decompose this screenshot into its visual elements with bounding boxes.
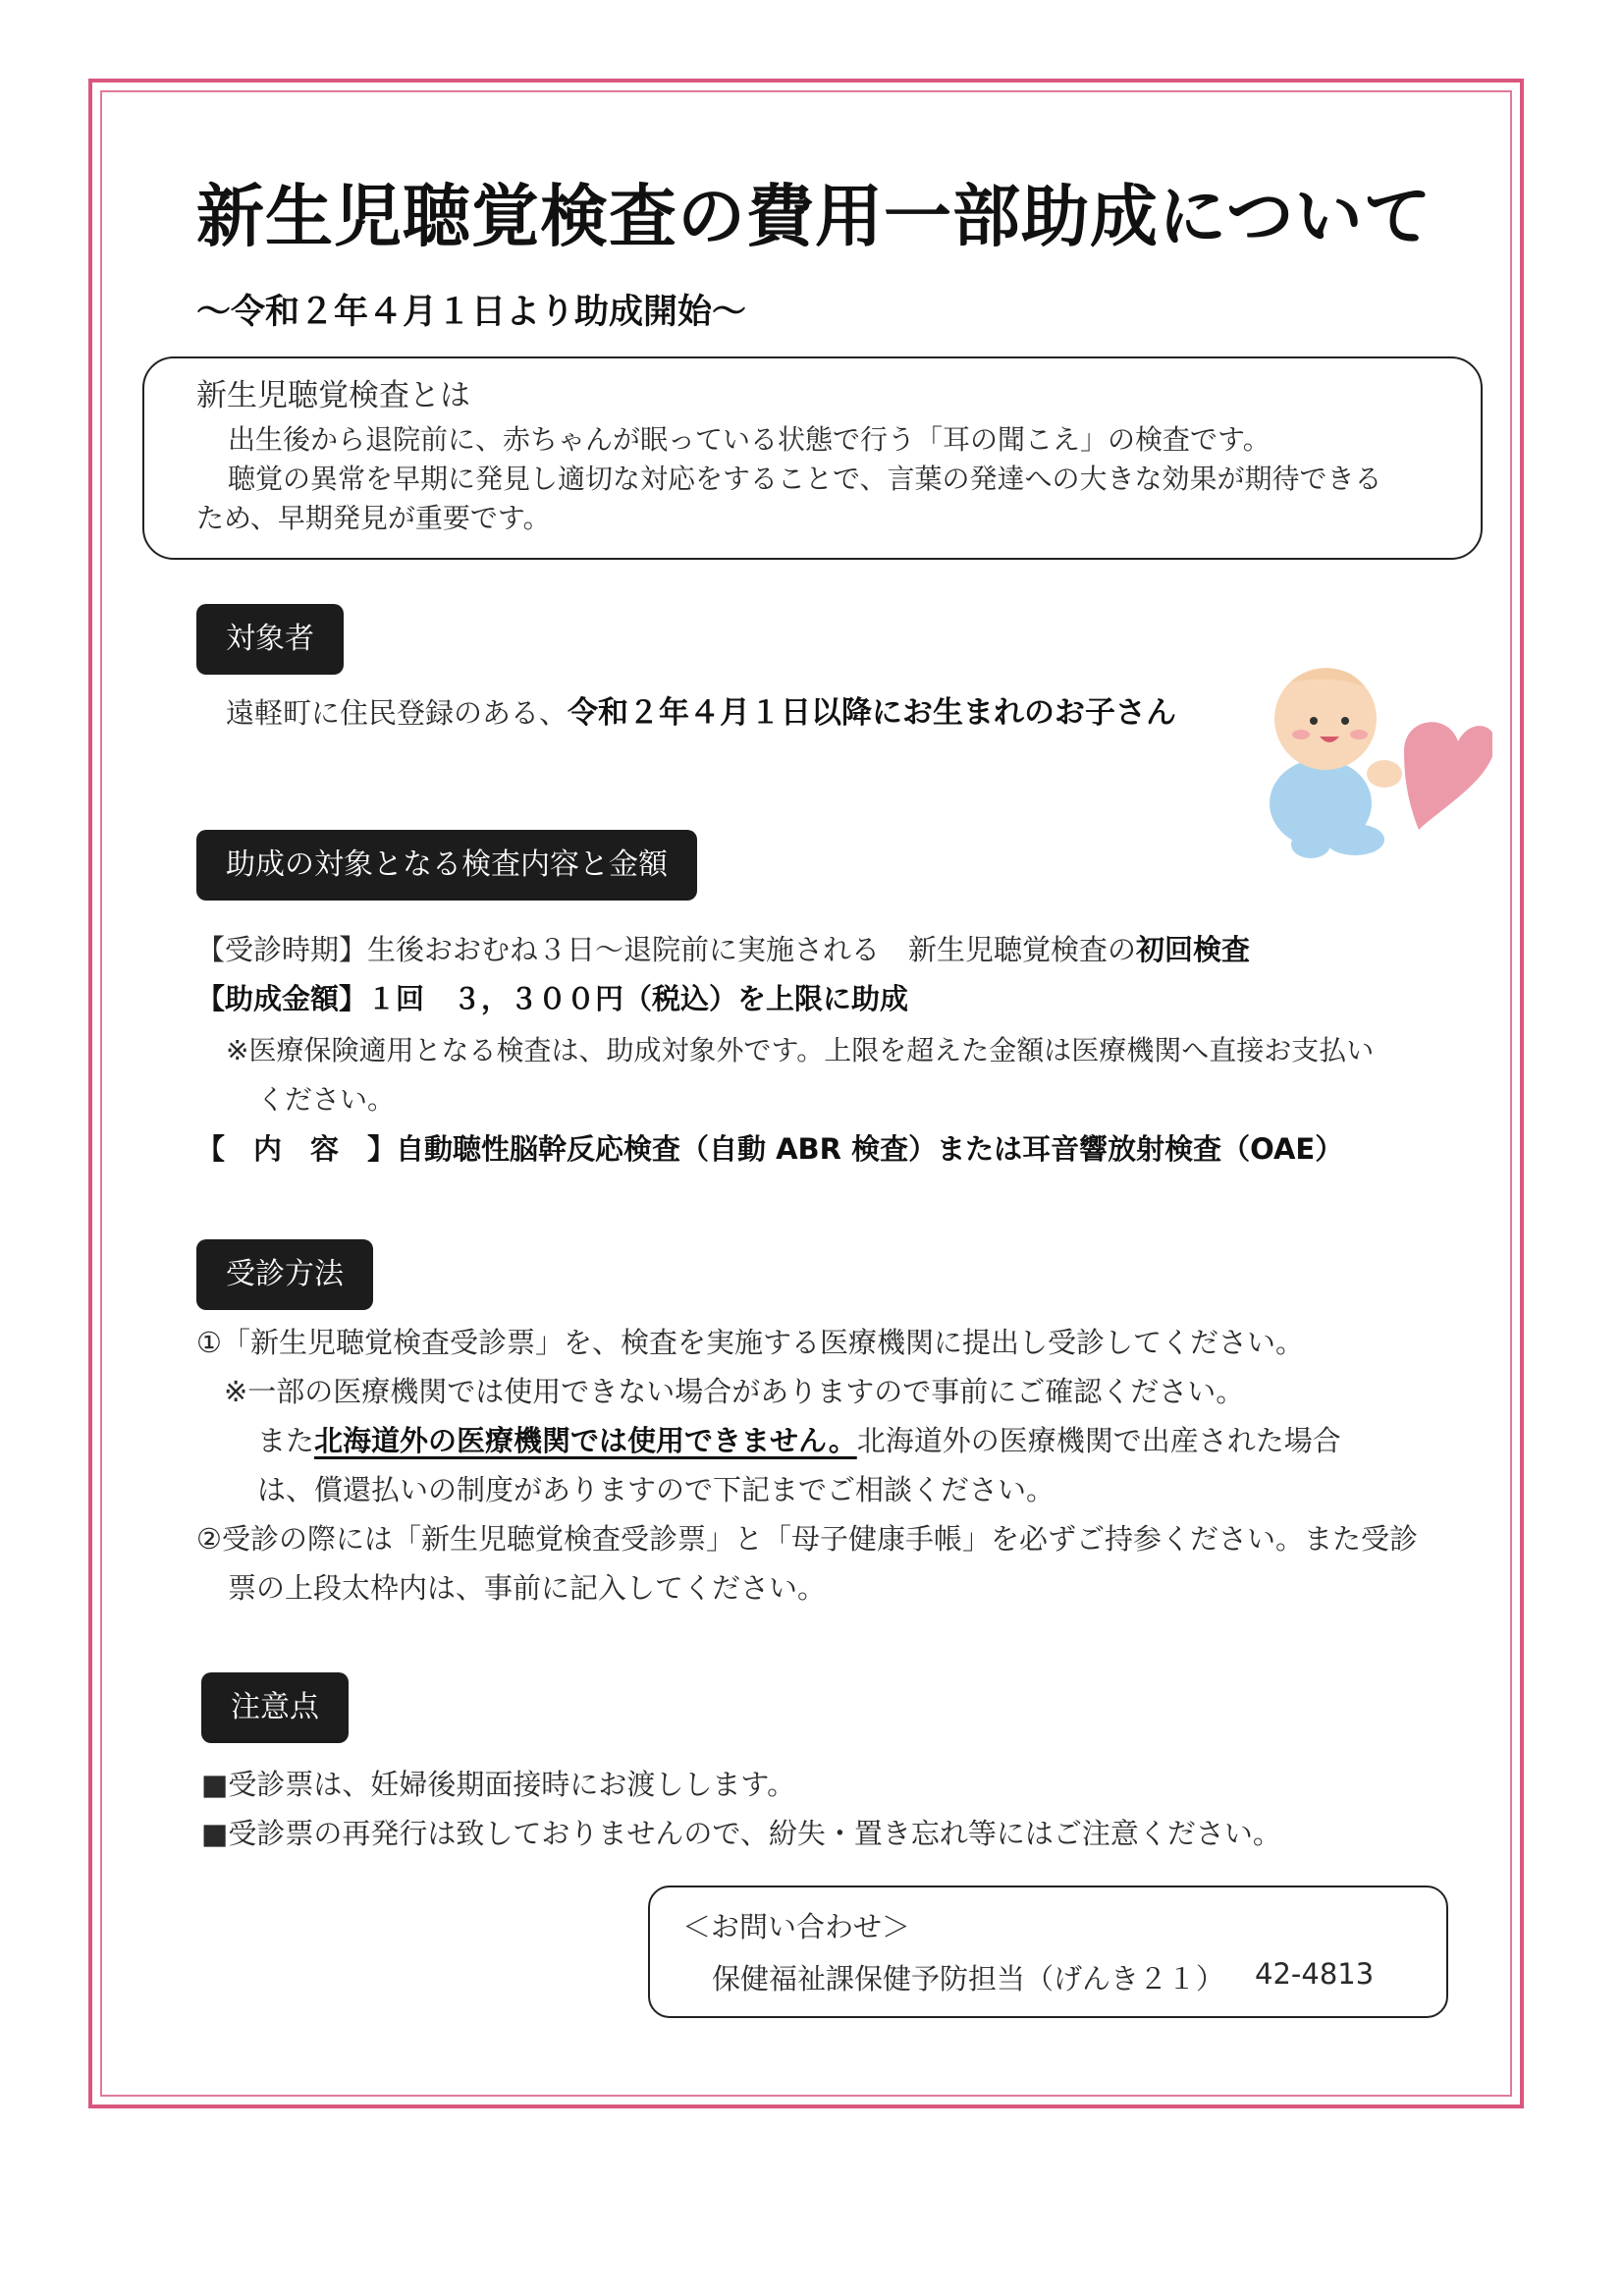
exam-note-2: ください。: [257, 1083, 396, 1116]
method-note-1: ※一部の医療機関では使用できない場合がありますので事前にご確認ください。: [224, 1375, 1245, 1408]
contact-phone: 42-4813: [1255, 1957, 1375, 1991]
method-note-2-post: 北海道外の医療機関で出産された場合: [856, 1424, 1341, 1457]
page-subtitle: ～令和２年４月１日より助成開始～: [196, 293, 747, 332]
intro-line-1: 出生後から退院前に、赤ちゃんが眠っている状態で行う「耳の聞こえ」の検査です。: [228, 423, 1271, 456]
section-label-target: 対象者: [196, 604, 344, 675]
intro-heading: 新生児聴覚検査とは: [196, 378, 470, 413]
exam-content-label: 【 内 容 】: [196, 1132, 397, 1166]
exam-timing-text: 生後おおむね３日～退院前に実施される 新生児聴覚検査の: [367, 933, 1137, 966]
method-item-2-line-2: 票の上段太枠内は、事前に記入してください。: [228, 1571, 827, 1605]
target-text-normal: 遠軽町に住民登録のある、: [226, 696, 568, 730]
section-label-method: 受診方法: [196, 1239, 373, 1310]
baby-with-heart-illustration: [1237, 658, 1492, 864]
exam-content-text: 自動聴性脳幹反応検査（自動 ABR 検査）または耳音響放射検査（OAE）: [396, 1132, 1344, 1166]
contact-heading: ＜お問い合わせ＞: [682, 1910, 911, 1943]
intro-line-3: ため、早期発見が重要です。: [196, 502, 551, 534]
exam-amount-label: 【助成金額】: [196, 982, 368, 1015]
exam-amount-text: １回 ３，３００円（税込）を上限に助成: [367, 982, 909, 1015]
page-title: 新生児聴覚検査の費用一部助成について: [196, 178, 1433, 256]
contact-department: 保健福祉課保健予防担当（げんき２１）: [712, 1962, 1225, 1995]
exam-content: [196, 1127, 1343, 1168]
exam-timing: [196, 928, 1250, 968]
method-item-2-line-1: ②受診の際には「新生児聴覚検査受診票」と「母子健康手帳」を必ずご持参ください。また受診: [196, 1522, 1418, 1556]
exam-timing-label: 【受診時期】: [196, 933, 368, 966]
method-note-2: [257, 1419, 1341, 1459]
target-text-bold: 令和２年４月１日以降にお生まれのお子さん: [568, 695, 1177, 731]
section-label-exam: 助成の対象となる検査内容と金額: [196, 830, 697, 901]
target-text: [226, 687, 1176, 732]
method-note-3: は、償還払いの制度がありますので下記までご相談ください。: [257, 1473, 1055, 1506]
exam-timing-bold: 初回検査: [1136, 933, 1251, 966]
exam-amount: [196, 977, 908, 1017]
intro-line-2: 聴覚の異常を早期に発見し適切な対応をすることで、言葉の発達への大きな効果が期待できる: [228, 463, 1382, 495]
method-note-2-pre: また: [257, 1424, 315, 1457]
section-label-caution: 注意点: [201, 1672, 349, 1743]
method-item-1: ①「新生児聴覚検査受診票」を、検査を実施する医療機関に提出し受診してください。: [196, 1326, 1304, 1359]
caution-item-2: ■受診票の再発行は致しておりませんので、紛失・置き忘れ等にはご注意ください。: [201, 1817, 1281, 1850]
caution-item-1: ■受診票は、妊婦後期面接時にお渡しします。: [201, 1768, 796, 1801]
exam-note-1: ※医療保険適用となる検査は、助成対象外です。上限を超えた金額は医療機関へ直接お支払い: [226, 1034, 1375, 1066]
method-note-2-bold: 北海道外の医療機関では使用できません。: [314, 1424, 857, 1457]
